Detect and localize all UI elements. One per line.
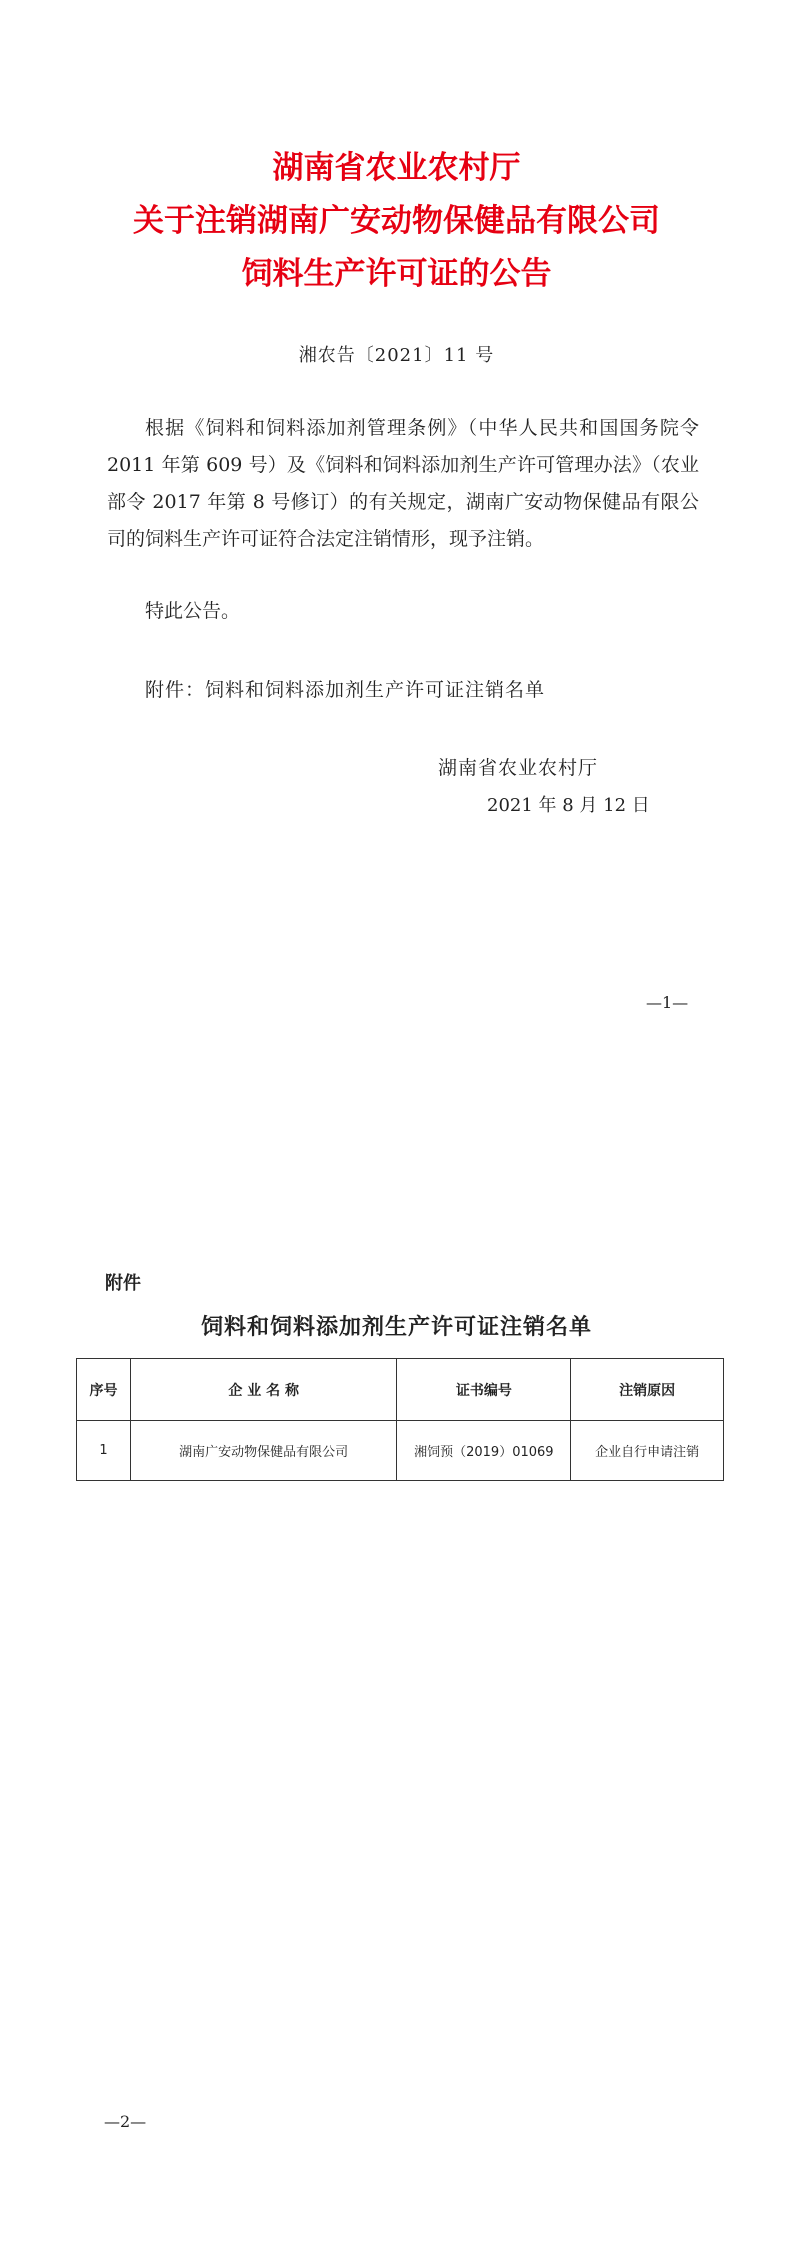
header-reason: 注销原因 [571, 1359, 724, 1421]
attachment-reference: 附件：饲料和饲料添加剂生产许可证注销名单 [145, 679, 546, 701]
title-line-2: 关于注销湖南广安动物保健品有限公司 [133, 203, 660, 239]
signature-date: 2021 年 8 月 12 日 [487, 795, 650, 816]
body-paragraph-2 [107, 593, 699, 630]
cell-reason: 企业自行申请注销 [571, 1421, 724, 1481]
title-line-1: 湖南省农业农村厅 [272, 150, 521, 186]
table-row [77, 1421, 724, 1481]
cancellation-table [76, 1358, 724, 1481]
attachment-label: 附件 [105, 1273, 141, 1294]
paragraph-text: 根据《饲料和饲料添加剂管理条例》（中华人民共和国国务院令 2011 年第 609 号）及《饲料和饲料添加剂生产许可管理办法》（农业部令 2017 年第 8 号修订）的有关规定，湖南广安动物保健品有限公司的饲料生产许可证符合法定注销情形，现予注销。 [107, 417, 699, 550]
title-line-3: 饲料生产许可证的公告 [241, 256, 552, 292]
table-header-row [77, 1359, 724, 1421]
page-2 [0, 1122, 793, 2244]
header-serial: 序号 [77, 1359, 131, 1421]
cell-certificate: 湘饲预（2019）01069 [397, 1421, 571, 1481]
signature-organization: 湖南省农业农村厅 [438, 757, 599, 779]
page-number: —2— [104, 2112, 147, 2131]
cell-company: 湖南广安动物保健品有限公司 [130, 1421, 397, 1481]
header-company: 企 业 名 称 [130, 1359, 397, 1421]
closing-text: 特此公告。 [145, 600, 241, 622]
body-paragraph-1 [107, 410, 699, 558]
list-title: 饲料和饲料添加剂生产许可证注销名单 [200, 1314, 592, 1340]
cell-serial: 1 [77, 1421, 131, 1481]
header-certificate: 证书编号 [397, 1359, 571, 1421]
page-number: —1— [646, 993, 689, 1012]
document-number: 湘农告〔2021〕11 号 [298, 345, 495, 366]
